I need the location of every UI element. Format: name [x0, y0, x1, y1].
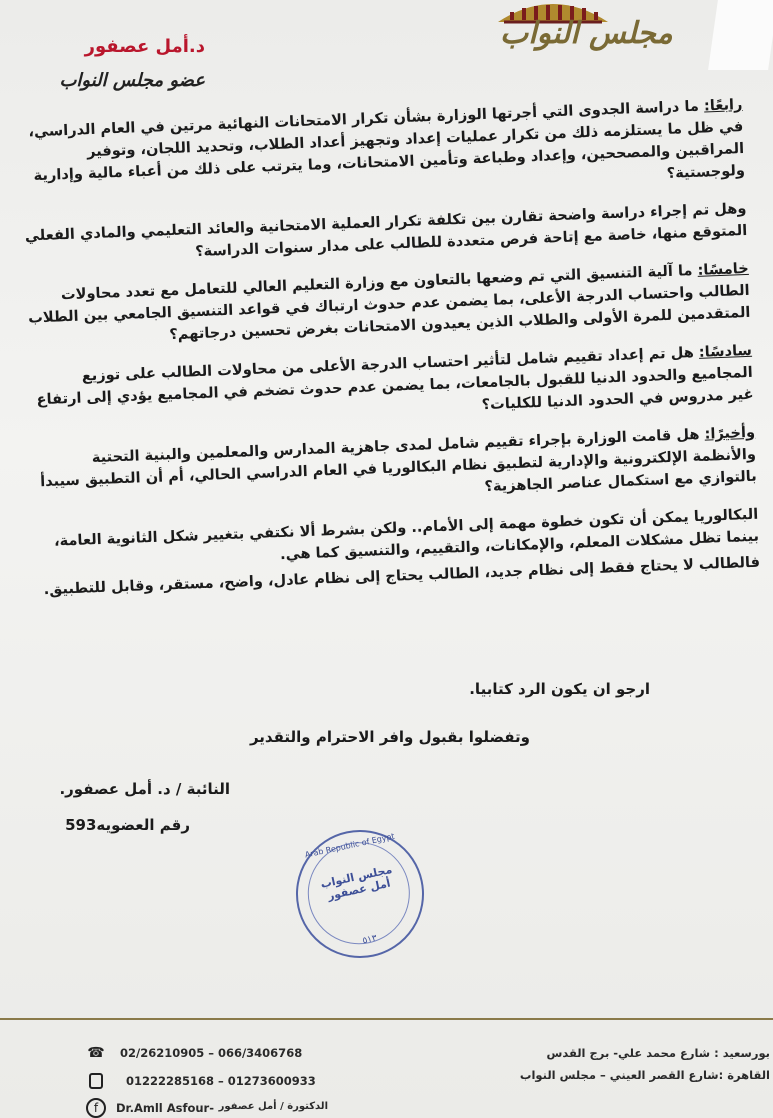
footer-address-cairo: القاهرة :شارع القصر العيني – مجلس النواب: [519, 1068, 770, 1082]
seal-top-text: Arab Republic of Egypt: [304, 831, 396, 860]
phone-icon: ☎: [87, 1045, 105, 1061]
facebook-icon: f: [86, 1098, 106, 1118]
paragraph-text: البكالوريا يمكن أن تكون خطوة مهمة إلى الأمام.. ولكن بشرط ألا نكتفي بتغيير شكل الثانوية العامة، بينما تظل مشكلات المعلم، والإمكانات، والتقييم، والتنسيق كما هي.: [53, 505, 760, 564]
member-name: د.أمل عصفور: [84, 36, 205, 57]
official-seal: [284, 818, 436, 970]
footer-social: Dr.Amll Asfour-: [116, 1101, 214, 1115]
footer-address-portsaid: بورسعيد : شارع محمد علي- برج القدس: [546, 1046, 770, 1060]
written-reply-request: ارجو ان يكون الرد كتابيا.: [469, 680, 650, 698]
paragraph-text: ما دراسة الجدوى التي أجرتها الوزارة بشأن تكرار الامتحانات النهائية مرتين في العام الدراسي، في ظل ما يستلزمه ذلك من تكرار عمليات إعداد وتجهيز أعداد الطلاب، وتحديد اللجان، وتوفير المراقبين والمصححين، وإعداد وطباعة وتأمين الامتحانات، وما يترتب على ذلك من أعباء مالية وإدارية ولوجستية؟: [28, 97, 746, 185]
paragraph-lead: رابعًا:: [703, 95, 743, 115]
paragraph-feasibility: [19, 198, 748, 270]
signatory-name: النائبة / د. أمل عصفور.: [59, 780, 230, 798]
seal-bottom-text: ٥١٣: [361, 933, 378, 947]
paragraph-text: هل قامت الوزارة بإجراء تقييم شامل لمدى جاهزية المدارس والمعلمين والبنية التحتية والأنظمة الإلكترونية والإدارية لتطبيق نظام البكالوريا في العام الدراسي الحالي، أم أن التطبيق سيبدأ بالتوازي مع استكمال عناصر الجاهزية؟: [39, 425, 758, 496]
council-logo-text: مجلس النواب: [500, 16, 673, 51]
paragraph-fifth: [21, 258, 751, 352]
paragraph-fourth: [15, 94, 746, 210]
paragraph-text: ما آلية التنسيق التي تم وضعها بالتعاون مع وزارة التعليم العالي للتعامل مع تعدد محاولات الطالب واحتساب الدرجة الأعلى، بما يضمن عدم حدوث ارتباك في قواعد التنسيق الجامعي بين الطلاب المتقدمين للمرة الأولى والطلاب الذين يعيدون الامتحانات بغرض تحسين درجاتهم؟: [27, 261, 751, 344]
mobile-icon: [86, 1072, 106, 1090]
footer-mobiles: 01222285168 – 01273600933: [126, 1074, 316, 1088]
paragraph-sixth: [24, 340, 754, 434]
paper-corner: [708, 0, 773, 70]
paragraph-text: فالطالب لا يحتاج فقط إلى نظام جديد، الطالب يحتاج إلى نظام عادل، واضح، مستقر، وقابل للتطبيق.: [43, 553, 761, 599]
letter-body: [15, 94, 762, 618]
paragraph-lead: خامسًا:: [697, 259, 750, 279]
membership-number: رقم العضويه593: [65, 816, 190, 834]
footer-phones: 02/26210905 – 066/3406768: [120, 1046, 303, 1060]
paragraph-lead: وأخيرًا:: [704, 423, 756, 443]
footer-social-arabic: الدكتورة / أمل عصفور: [218, 1101, 328, 1112]
seal-center-text: مجلس النواب أمل عصفور: [319, 862, 394, 903]
paragraph-finally: [27, 422, 757, 516]
footer-divider: [0, 1018, 773, 1020]
paragraph-lead: سادسًا:: [698, 341, 753, 361]
member-title: عضو مجلس النواب: [59, 70, 205, 91]
paragraph-text: وهل تم إجراء دراسة واضحة تقارن بين تكلفة تكرار العملية الامتحانية والعائد التعليمي والمادي الفعلي المتوقع منها، خاصة مع إتاحة فرص متعددة للطالب على مدار سنوات الدراسة؟: [24, 199, 748, 261]
paragraph-text: هل تم إعداد تقييم شامل لتأثير احتساب الدرجة الأعلى من محاولات الطالب على توزيع المجاميع والحدود الدنيا للقبول بالجامعات، بما يضمن عدم حدوث تضخم في المجاميع يؤدي إلى ارتفاع غير مدروس في الحدود الدنيا للكليات؟: [36, 343, 754, 414]
closing-regards: وتفضلوا بقبول وافر الاحترام والتقدير: [249, 728, 530, 746]
